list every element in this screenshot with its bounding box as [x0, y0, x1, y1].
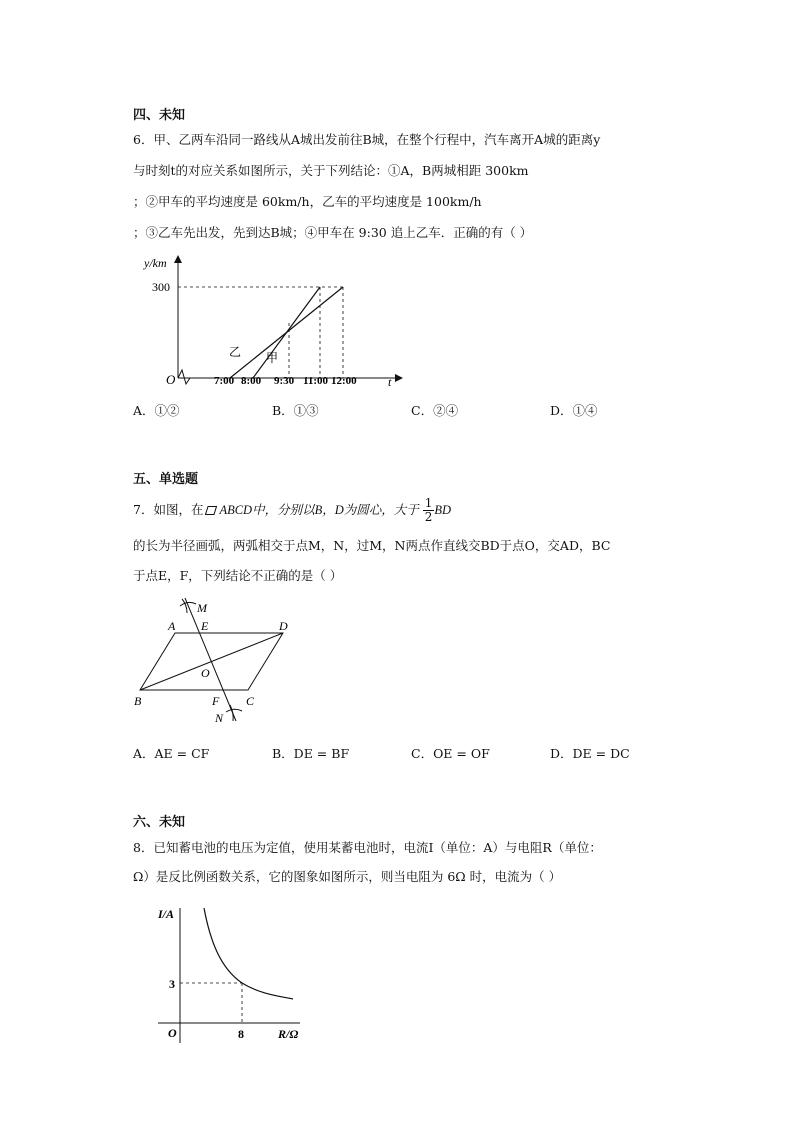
q7-label-e: E — [201, 619, 209, 633]
q7-line-mn — [185, 598, 236, 721]
q6-y-tick-300: 300 — [152, 280, 170, 294]
q8-curve — [204, 908, 293, 999]
q7-label-m: M — [197, 601, 207, 615]
q8-line-1: 8．已知蓄电池的电压为定值，使用某蓄电池时，电流I（单位：A）与电阻R（单位： — [133, 840, 602, 855]
q7-line-1 — [133, 497, 451, 524]
q6-label-yi: 乙 — [229, 345, 242, 359]
q7-arc-n-1 — [226, 709, 242, 712]
q7-fraction-tail: BD — [434, 503, 452, 517]
q7-fraction: $\frac{1}{2}$ — [424, 496, 433, 524]
q6-option-b[interactable]: B．①③ — [272, 403, 319, 418]
q7-line-3: 于点E，F，下列结论不正确的是（ ） — [133, 568, 343, 583]
q7-option-d[interactable]: D．DE = DC — [550, 746, 630, 761]
q6-line-jia — [253, 287, 320, 378]
q7-label-a: A — [168, 619, 176, 633]
q7-line-1b: ABCD中，分别以B，D为圆心，大于 — [219, 503, 419, 517]
q7-line-1a: 7．如图，在 — [133, 502, 204, 517]
q8-inverse-proportion-graph — [150, 900, 315, 1048]
q6-option-a[interactable]: A．①② — [133, 403, 180, 418]
q6-label-jia: 甲 — [266, 351, 279, 365]
q8-y-label: I/A — [158, 907, 175, 921]
q6-x-tick-1200: 12:00 — [331, 375, 357, 387]
q6-option-d[interactable]: D．①④ — [550, 403, 598, 418]
q7-label-d: D — [279, 619, 288, 633]
q6-y-label: y/km — [144, 256, 167, 270]
q8-origin: O — [168, 1026, 177, 1040]
q6-distance-time-graph — [140, 250, 410, 395]
q7-option-b[interactable]: B．DE = BF — [272, 746, 350, 761]
q6-x-arrow — [395, 374, 403, 382]
q6-line-2: 与时刻t的对应关系如图所示，关于下列结论：①A，B两城相距 300km — [133, 163, 529, 178]
section-title-4: 四、未知 — [133, 108, 186, 123]
q6-option-c[interactable]: C．②④ — [411, 403, 459, 418]
q7-label-c: C — [246, 694, 255, 708]
q6-origin: O — [166, 372, 176, 387]
parallelogram-symbol-icon — [205, 503, 217, 512]
q7-label-o: O — [201, 666, 210, 680]
q7-option-c[interactable]: C．OE = OF — [411, 746, 490, 761]
q7-label-f: F — [212, 694, 220, 708]
q6-y-arrow — [174, 255, 182, 263]
q8-line-2: Ω）是反比例函数关系，它的图象如图所示，则当电阻为 6Ω 时，电流为（ ） — [133, 869, 562, 884]
section-title-5: 五、单选题 — [133, 472, 199, 487]
q6-x-label: t — [388, 375, 392, 389]
q6-x-tick-800: 8:00 — [241, 375, 262, 387]
q7-line-2: 的长为半径画弧，两弧相交于点M，N，过M，N两点作直线交BD于点O，交AD，BC — [133, 538, 611, 553]
q6-line-4: ；③乙车先出发，先到达B城；④甲车在 9:30 追上乙车．正确的有（ ） — [133, 225, 533, 240]
q7-label-n: N — [215, 711, 224, 725]
q8-x-tick-8: 8 — [238, 1027, 244, 1041]
q6-line-3: ；②甲车的平均速度是 60km/h，乙车的平均速度是 100km/h — [133, 194, 482, 209]
q8-x-label: R/Ω — [278, 1027, 299, 1041]
q7-option-a[interactable]: A．AE = CF — [133, 746, 210, 761]
section-title-6: 六、未知 — [133, 815, 186, 830]
q6-line-1: 6．甲、乙两车沿同一路线从A城出发前往B城，在整个行程中，汽车离开A城的距离y — [133, 132, 601, 147]
q6-x-tick-700: 7:00 — [214, 375, 235, 387]
q8-y-tick-3: 3 — [169, 977, 175, 991]
q7-parallelogram-figure — [130, 593, 300, 725]
q6-x-tick-930: 9:30 — [274, 375, 295, 387]
q7-label-b: B — [134, 694, 142, 708]
q6-x-tick-1100: 11:00 — [303, 375, 329, 387]
